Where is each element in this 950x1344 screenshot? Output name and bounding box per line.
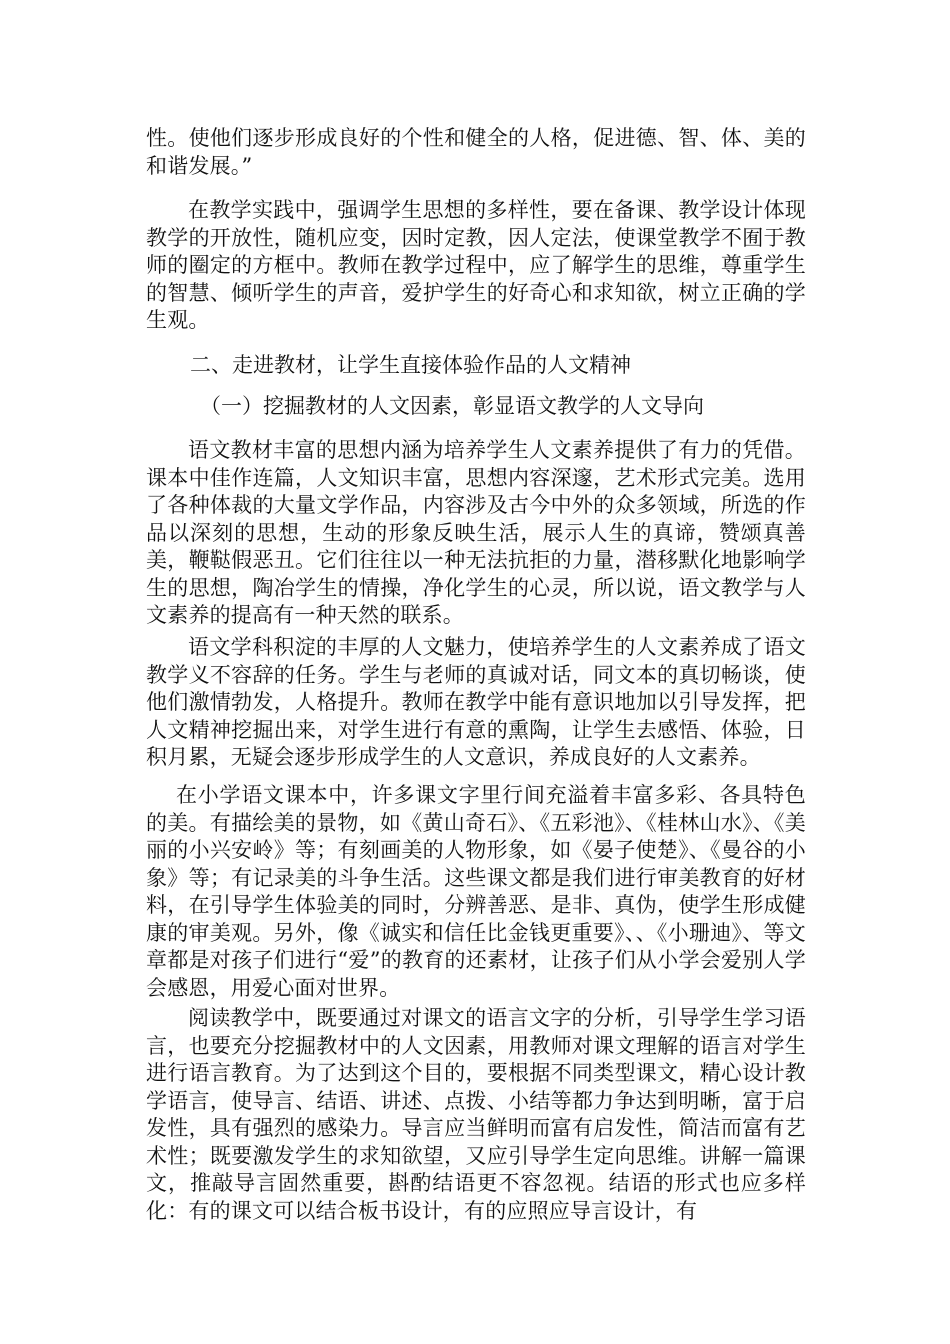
paragraph-teaching-practice: 在教学实践中，强调学生思想的多样性，要在备课、教学设计体现教学的开放性，随机应变，因时定教，因人定法，使课堂教学不囿于教师的圈定的方框中。教师在教学过程中，应了解学生的思维，尊重学生的智慧、倾听学生的声音，爱护学生的好奇心和求知欲，树立正确的学生观。 xyxy=(146,198,806,332)
section-heading-2: 二、走进教材，让学生直接体验作品的人文精神 xyxy=(190,353,631,377)
paragraph-textbook-content: 语文教材丰富的思想内涵为培养学生人文素养提供了有力的凭借。课本中佳作连篇，人文知识丰富，思想内容深邃，艺术形式完美。选用了各种体裁的大量文学作品，内容涉及古今中外的众多领域，所选的作品以深刻的思想，生动的形象反映生活，展示人生的真谛，赞颂真善美，鞭鞑假恶丑。它们往往以一种无法抗拒的力量，潜移默化地影响学生的思想，陶冶学生的情操，净化学生的心灵，所以说，语文教学与人文素养的提高有一种天然的联系。 xyxy=(146,438,806,627)
paragraph-continuation: 性。使他们逐步形成良好的个性和健全的人格，促进德、智、体、美的和谐发展。” xyxy=(146,126,806,178)
subsection-heading-1: （一）挖掘教材的人文因素，彰显语文教学的人文导向 xyxy=(200,394,704,418)
paragraph-humanistic-charm: 语文学科积淀的丰厚的人文魅力，使培养学生的人文素养成了语文教学义不容辞的任务。学生与老师的真诚对话，同文本的真切畅谈，使他们激情勃发，人格提升。教师在教学中能有意识地加以引导发挥，把人文精神挖掘出来，对学生进行有意的熏陶，让学生去感悟、体验，日积月累，无疑会逐步形成学生的人文意识，养成良好的人文素养。 xyxy=(146,635,806,769)
paragraph-primary-chinese-beauty: 在小学语文课本中，许多课文字里行间充溢着丰富多彩、各具特色的美。有描绘美的景物，如《黄山奇石》、《五彩池》、《桂林山水》、《美丽的小兴安岭》等；有刻画美的人物形象，如《晏子使楚》、《曼谷的小象》等；有记录美的斗争生活。这些课文都是我们进行审美教育的好材料，在引导学生体验美的同时，分辨善恶、是非、真伪，使学生形成健康的审美观。另外，像《诚实和信任比金钱更重要》、、《小珊迪》、等文章都是对孩子们进行“爱”的教育的还素材，让孩子们从小学会爱别人学会感恩，用爱心面对世界。 xyxy=(146,783,806,1000)
paragraph-reading-teaching: 阅读教学中，既要通过对课文的语言文字的分析，引导学生学习语言，也要充分挖掘教材中的人文因素，用教师对课文理解的语言对学生进行语言教育。为了达到这个目的，要根据不同类型课文，精心设计教学语言，使导言、结语、讲述、点拨、小结等都力争达到明晰，富于启发性，具有强烈的感染力。导言应当鲜明而富有启发性，简洁而富有艺术性；既要激发学生的求知欲望，又应引导学生定向思维。讲解一篇课文，推敲导言固然重要，斟酌结语更不容忽视。结语的形式也应多样化：有的课文可以结合板书设计，有的应照应导言设计，有 xyxy=(146,1006,806,1223)
